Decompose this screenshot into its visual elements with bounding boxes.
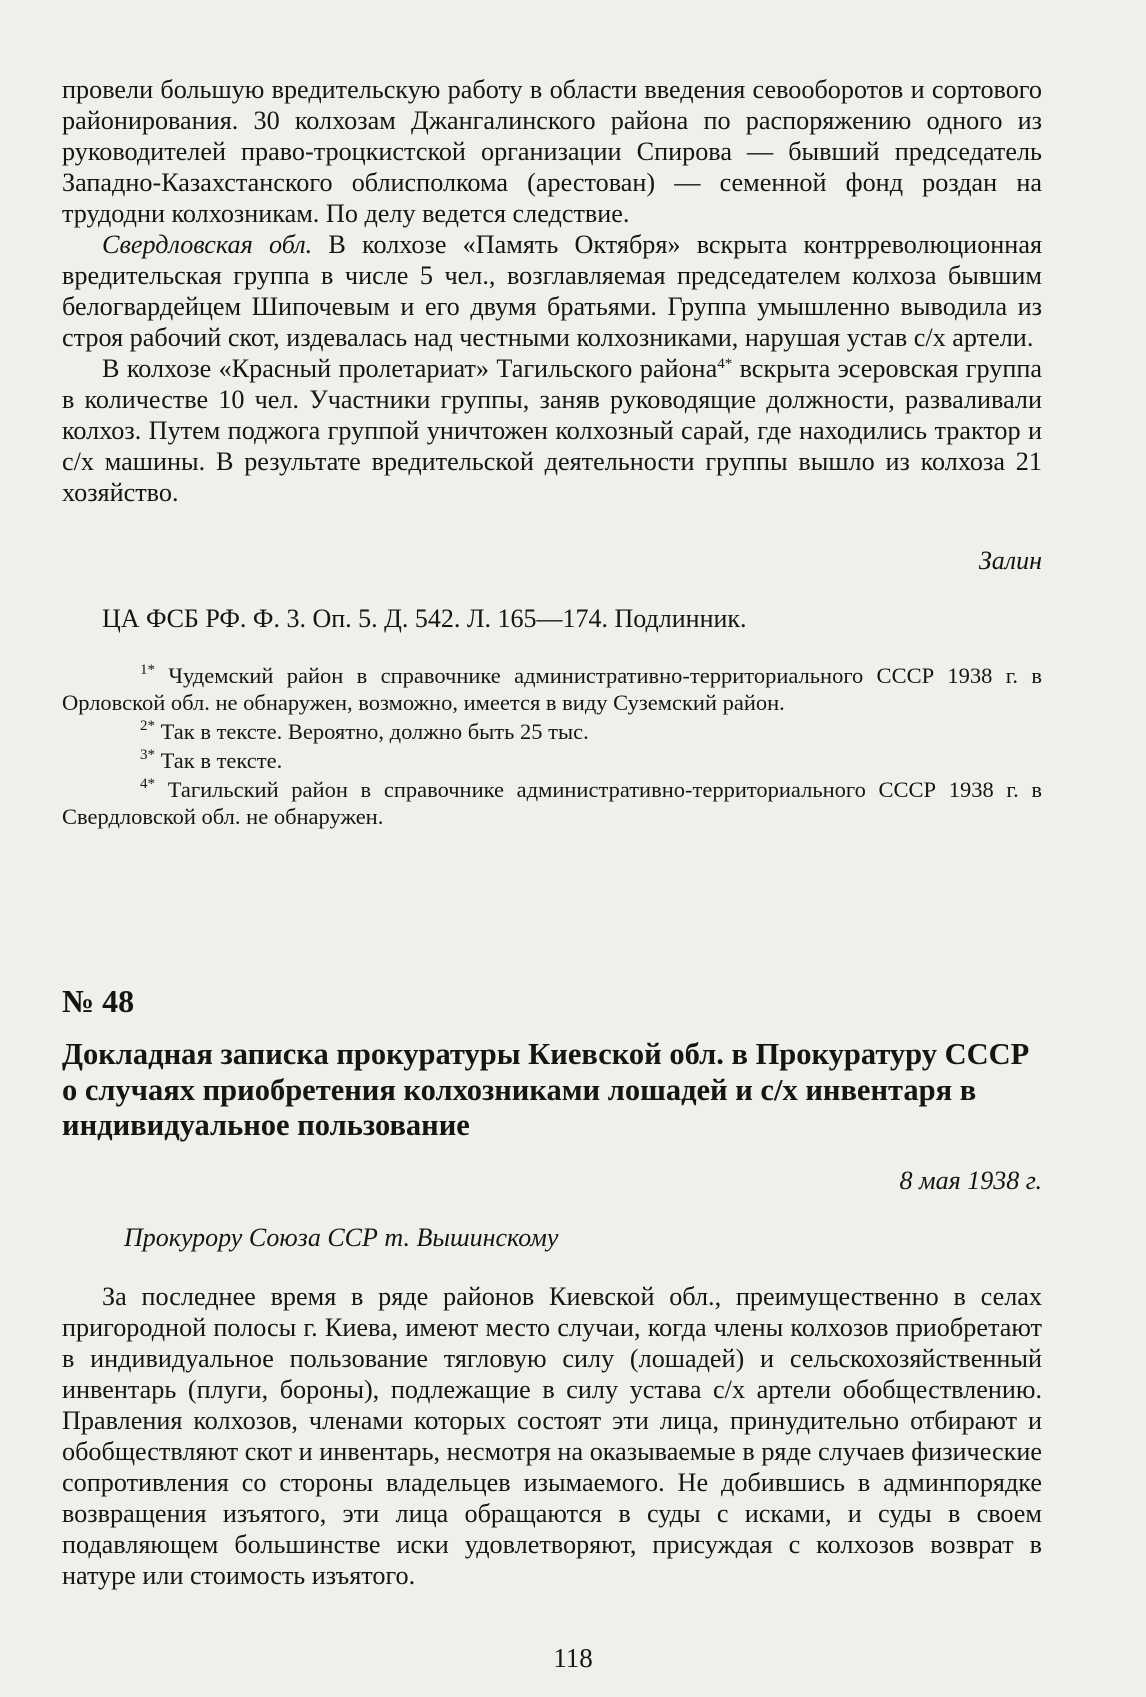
footnote — [62, 776, 1042, 830]
footnote-text: Так в тексте. — [160, 748, 283, 773]
footnotes — [62, 662, 1042, 830]
paragraph-sverdlovsk-text: В колхозе «Память Октября» вскрыта контрреволюционная вредительская группа в числе 5 чел., возглавляемая председателем колхоза бывшим белогвардейцем Шипочевым и его двумя братьями. Группа умышленно выводила из строя рабочий скот, издевалась над честными колхозниками, нарушая устав с/х артели. — [62, 230, 1042, 352]
footnote-text: Чудемский район в справочнике административно-территориального СССР 1938 г. в Орловской обл. не обнаружен, возможно, имеется в виду Суземский район. — [62, 663, 1042, 715]
region-label: Свердловская обл. — [102, 230, 313, 259]
footnote — [62, 662, 1042, 716]
footnote-text: Так в тексте. Вероятно, должно быть 25 тыс. — [160, 719, 589, 744]
paragraph-continued: провели большую вредительскую работу в области введения севооборотов и сортового районирования. 30 колхозам Джангалинского района по распоряжению одного из руководителей право-троцкистской организации Спирова — бывший председатель Западно-Казахстанского облисполкома (арестован) — семенной фонд роздан на трудодни колхозникам. По делу ведется следствие. — [62, 75, 1042, 228]
archive-source: ЦА ФСБ РФ. Ф. 3. Оп. 5. Д. 542. Л. 165—174. Подлинник. — [102, 604, 747, 633]
footnote-mark: 2* — [140, 718, 155, 734]
continued-text-block — [62, 74, 1042, 508]
paragraph-tagil-text-1: В колхозе «Красный пролетариат» Тагильского района — [102, 354, 718, 383]
document-date: 8 мая 1938 г. — [899, 1166, 1042, 1195]
addressee: Прокурору Союза ССР т. Вышинскому — [124, 1223, 559, 1252]
footnote — [62, 747, 1042, 774]
paragraph-tagil — [62, 353, 1042, 508]
footnote-ref-4: 4* — [717, 356, 733, 372]
document-title: Докладная записка прокуратуры Киевской обл. в Прокуратуру СССР о случаях приобретения колхозниками лошадей и с/х инвентаря в индивидуальное пользование — [62, 1037, 1030, 1142]
page-number: 118 — [553, 1643, 593, 1673]
footnote — [62, 718, 1042, 745]
footnote-mark: 4* — [140, 776, 155, 792]
footnote-mark: 1* — [140, 662, 155, 678]
footnote-mark: 3* — [140, 747, 155, 763]
footnote-text: Тагильский район в справочнике административно-территориального СССР 1938 г. в Свердловской обл. не обнаружен. — [62, 777, 1043, 829]
document-body: За последнее время в ряде районов Киевской обл., преимущественно в селах пригородной полосы г. Киева, имеют место случаи, когда члены колхозов приобретают в индивидуальное пользование тягловую силу (лошадей) и сельскохозяйственный инвентарь (плуги, бороны), подлежащие в силу устава с/х артели обобществлению. Правления колхозов, членами которых состоят эти лица, принудительно отбирают и обобществляют скот и инвентарь, несмотря на оказываемые в ряде случаев физические сопротивления со стороны владельцев изымаемого. Не добившись в админпорядке возвращения изъятого, эти лица обращаются в суды с исками, и суды в своем подавляющем большинстве иски удовлетворяют, присуждая с колхозов возврат в натуре или стоимость изъятого. — [62, 1282, 1042, 1590]
signature: Залин — [978, 546, 1042, 575]
paragraph-tagil-text-2: вскрыта эсеровская группа в количестве 10 чел. Участники группы, заняв руководящие должности, разваливали колхоз. Путем поджога группой уничтожен колхозный сарай, где находились трактор и с/х машины. В результате вредительской деятельности группы вышло из колхоза 21 хозяйство. — [62, 354, 1042, 507]
paragraph-sverdlovsk — [62, 229, 1042, 353]
document-number: № 48 — [62, 983, 135, 1019]
